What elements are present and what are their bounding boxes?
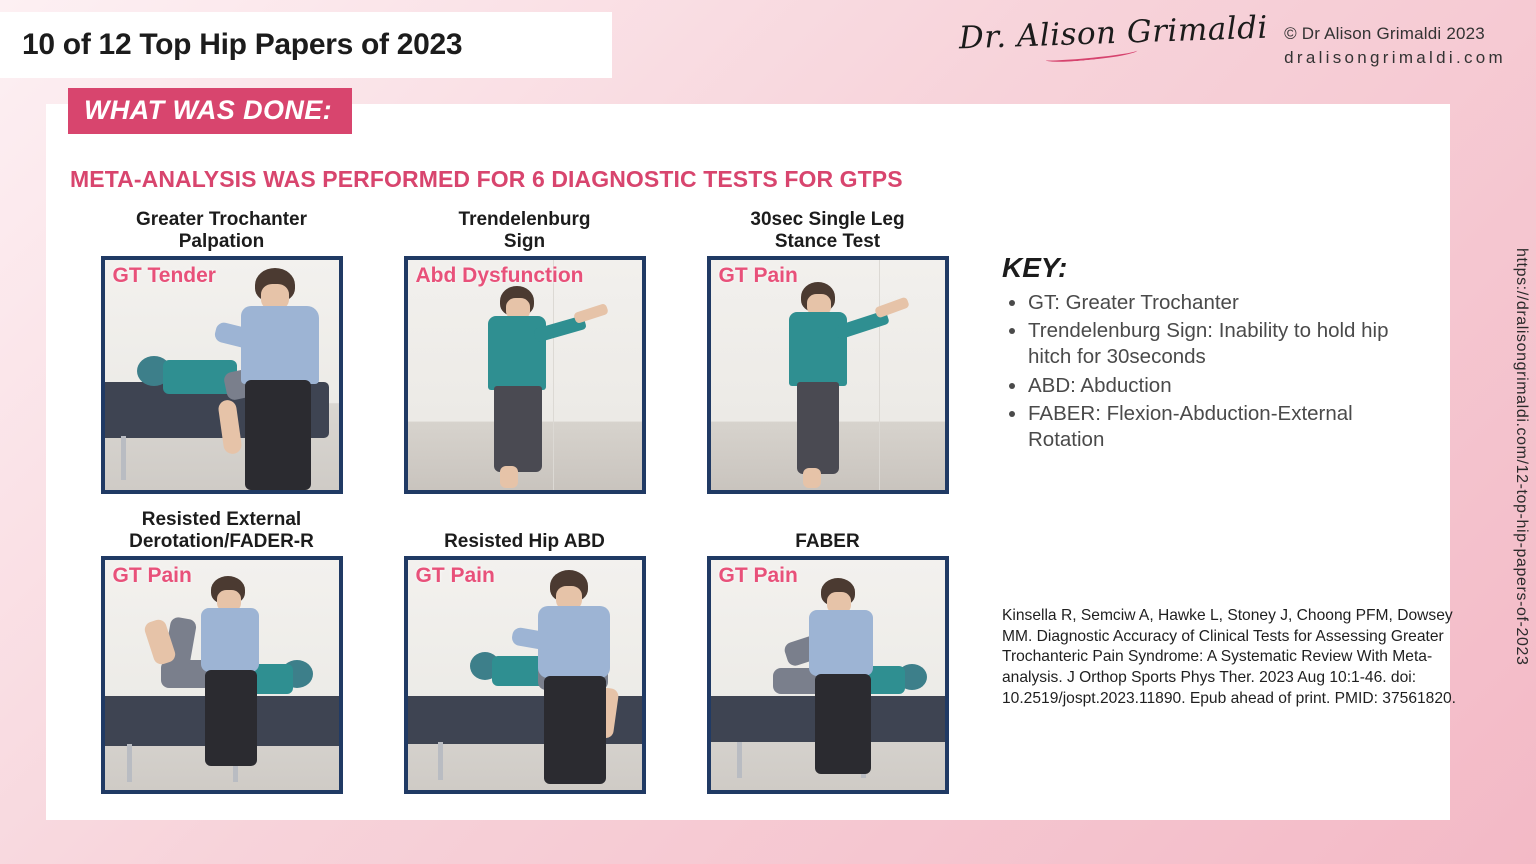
test-photo	[101, 256, 343, 494]
photo-tag: Abd Dysfunction	[415, 264, 584, 287]
table-leg	[121, 436, 126, 480]
title-banner	[0, 12, 612, 78]
therapist-legs	[815, 674, 871, 774]
key-panel	[1002, 252, 1432, 455]
test-row-2	[70, 508, 980, 794]
person-foot	[803, 468, 821, 488]
photo-tag: GT Pain	[718, 564, 798, 587]
test-photo	[707, 256, 949, 494]
wall-corner	[553, 260, 554, 490]
therapist-torso	[809, 610, 873, 676]
test-card-greater-trochanter-palpation	[70, 208, 373, 494]
therapist-legs	[205, 670, 257, 766]
test-caption: Resisted Hip ABD	[444, 530, 605, 552]
person-legs	[797, 382, 839, 474]
key-item: • FABER: Flexion-Abduction-External Rotation	[1028, 401, 1432, 453]
key-list	[1002, 290, 1432, 453]
test-photo-grid	[70, 208, 980, 794]
brand-name: Dr. Alison Grimaldi	[958, 9, 1269, 57]
photo-tag: GT Pain	[112, 564, 192, 587]
photo-tag: GT Pain	[415, 564, 495, 587]
brand-block	[958, 9, 1506, 68]
therapist-legs	[544, 676, 606, 784]
copyright-text: © Dr Alison Grimaldi 2023	[1284, 24, 1485, 43]
wall-corner	[879, 260, 880, 490]
page-title: 10 of 12 Top Hip Papers of 2023	[22, 28, 463, 61]
therapist-torso	[201, 608, 259, 672]
key-title: KEY:	[1002, 252, 1068, 283]
person-foot	[500, 466, 518, 488]
website-text: dralisongrimaldi.com	[1284, 48, 1506, 67]
person-legs	[494, 386, 542, 472]
test-caption: 30sec Single Leg Stance Test	[750, 209, 905, 252]
brand-text	[1284, 24, 1506, 68]
test-card-resisted-hip-abd	[373, 508, 676, 794]
test-caption: Greater Trochanter Palpation	[135, 209, 308, 252]
test-card-faber	[676, 508, 979, 794]
test-caption: Resisted External Derotation/FADER-R	[129, 509, 314, 552]
citation-text: Kinsella R, Semciw A, Hawke L, Stoney J, Choong PFM, Dowsey MM. Diagnostic Accuracy of Clinical Tests for Assessing Greater Trochanteric Pain Syndrome: A Systematic Review With Meta-analysis. J Orthop Sports Phys Ther. 2023 Aug 10:1-46. doi: 10.2519/jospt.2023.11890. Epub ahead of print. PMID: 37561820.	[1002, 607, 1457, 707]
section-label: WHAT WAS DONE:	[68, 88, 352, 134]
key-item: • Trendelenburg Sign: Inability to hold hip hitch for 30seconds	[1028, 318, 1432, 370]
article-url[interactable]: https://dralisongrimaldi.com/12-top-hip-papers-of-2023	[1513, 248, 1530, 666]
test-photo	[404, 556, 646, 794]
content-card	[46, 95, 1457, 820]
test-photo	[404, 256, 646, 494]
key-item: • ABD: Abduction	[1028, 373, 1432, 399]
key-item: • GT: Greater Trochanter	[1028, 290, 1432, 316]
therapist-legs	[245, 380, 311, 490]
photo-tag: GT Tender	[112, 264, 216, 287]
test-photo	[101, 556, 343, 794]
test-photo	[707, 556, 949, 794]
subheading: META-ANALYSIS WAS PERFORMED FOR 6 DIAGNOSTIC TESTS FOR GTPS	[70, 166, 903, 192]
test-row-1	[70, 208, 980, 494]
person-torso	[789, 312, 847, 386]
test-card-single-leg-stance	[676, 208, 979, 494]
test-caption: Trendelenburg Sign	[458, 209, 591, 252]
table-leg	[737, 742, 742, 778]
test-caption: FABER	[795, 530, 860, 552]
test-card-resisted-external-derotation	[70, 508, 373, 794]
table-leg	[127, 744, 132, 782]
test-card-trendelenburg-sign	[373, 208, 676, 494]
table-leg	[438, 742, 443, 780]
photo-tag: GT Pain	[718, 264, 798, 287]
brand-logo	[958, 9, 1269, 65]
